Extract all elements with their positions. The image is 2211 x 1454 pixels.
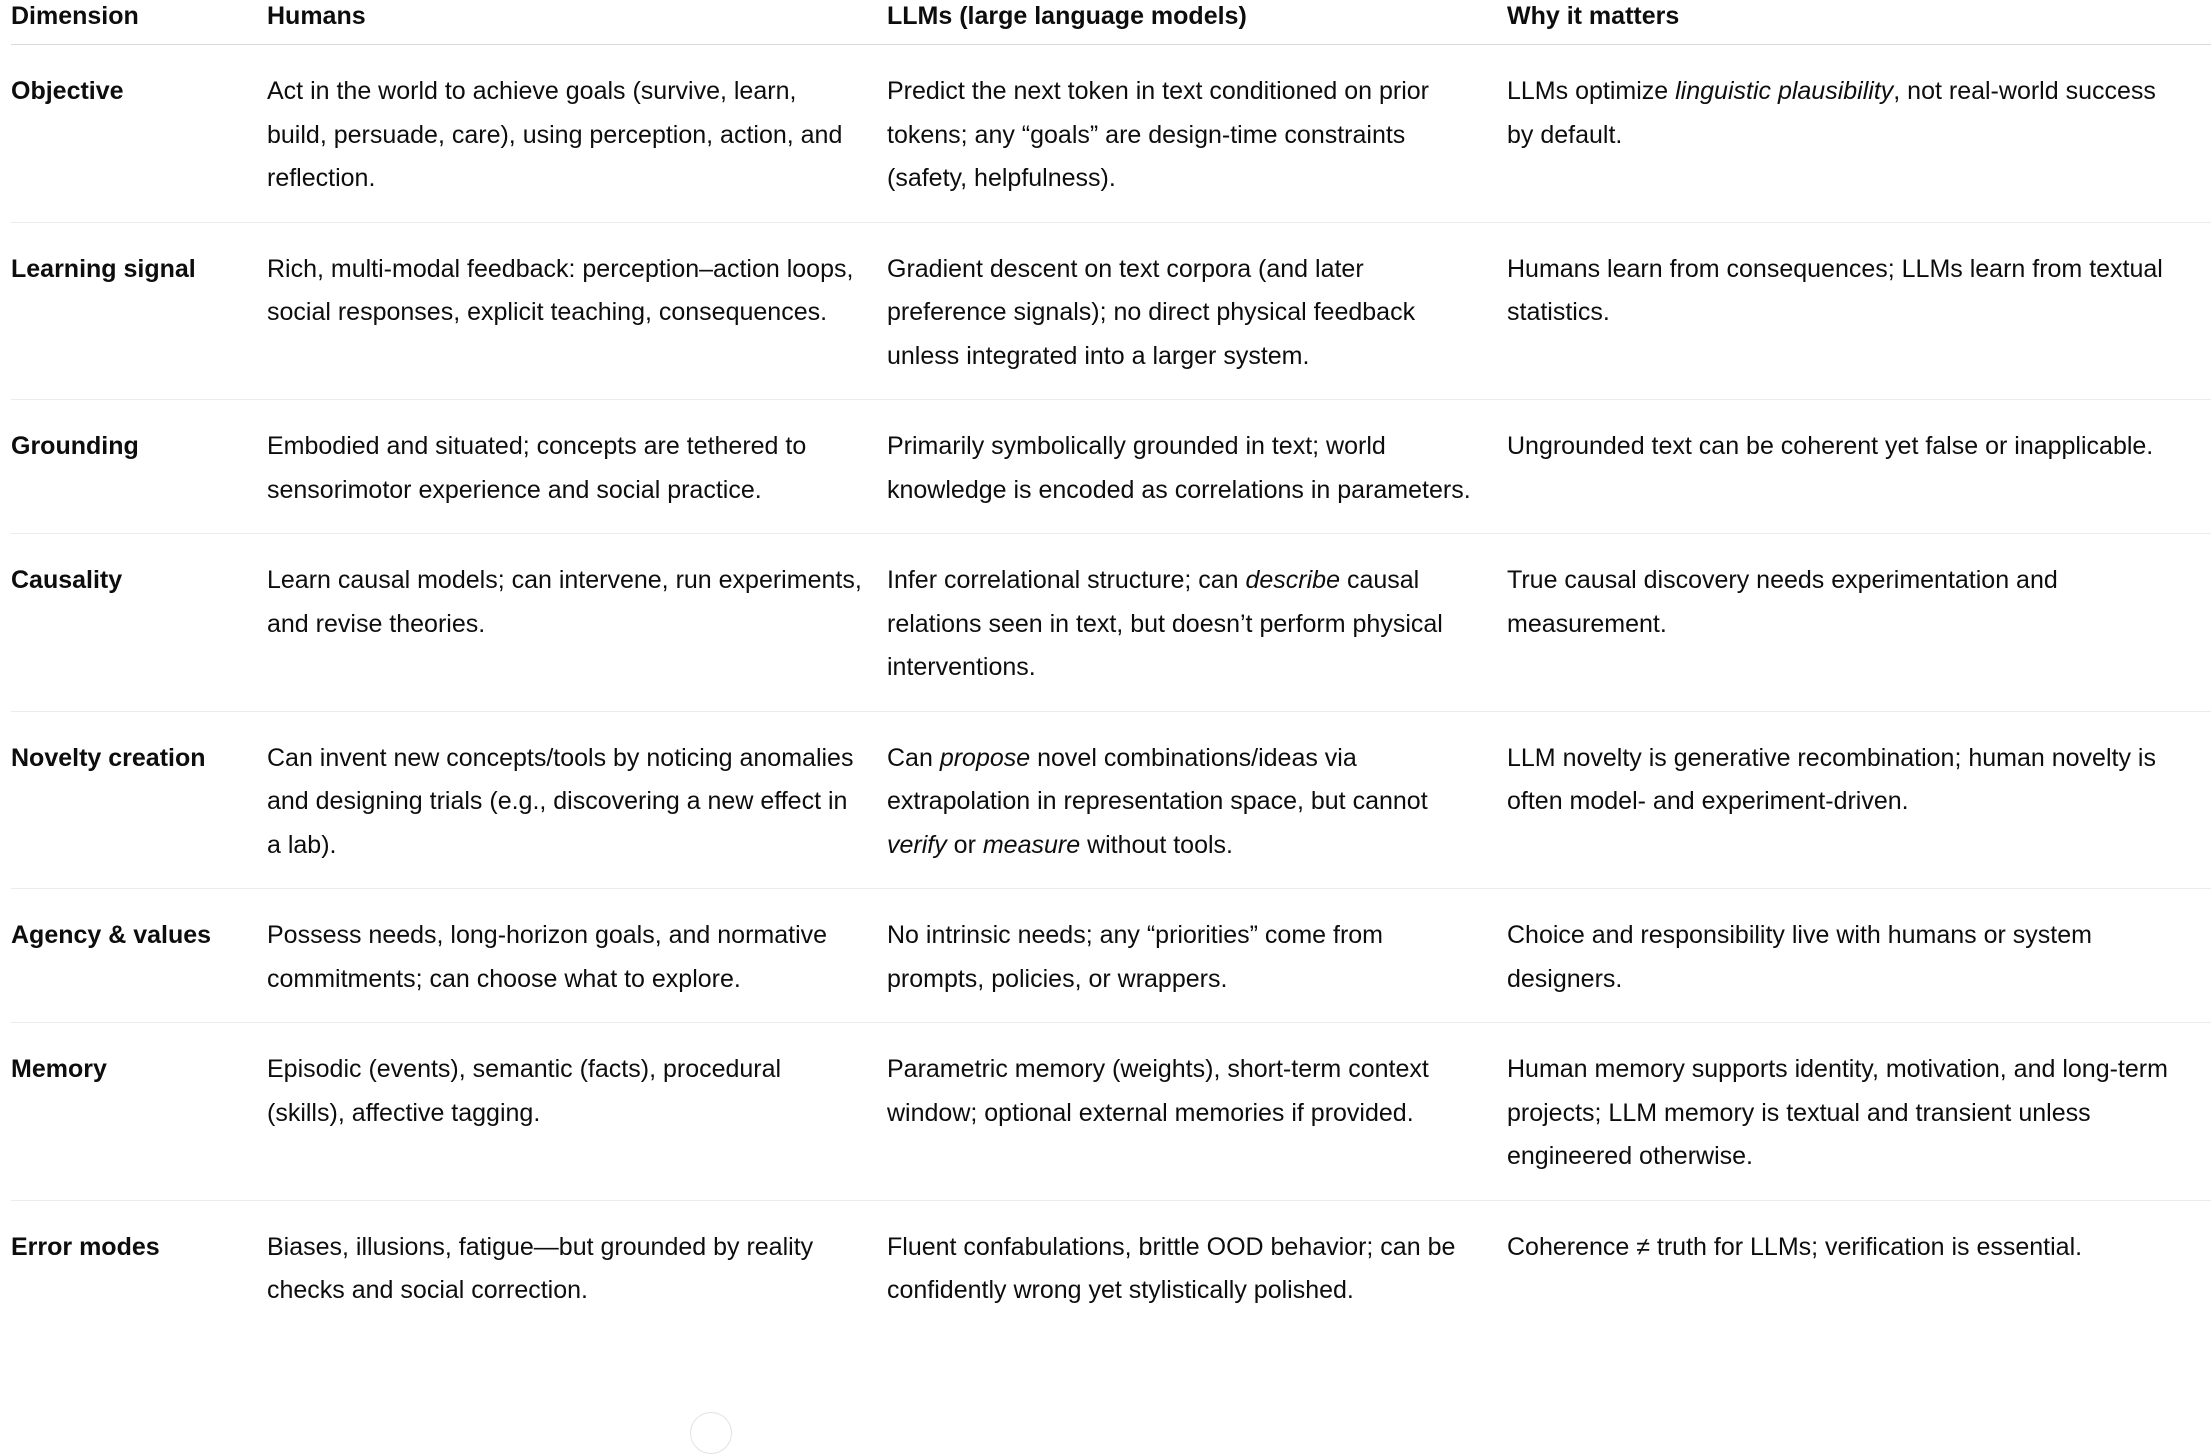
row-humans: Episodic (events), semantic (facts), procedural (skills), affective tagging. — [267, 1023, 887, 1201]
row-humans: Can invent new concepts/tools by noticing anomalies and designing trials (e.g., discovering a new effect in a lab). — [267, 711, 887, 889]
table-row — [11, 45, 2211, 223]
row-llms: Primarily symbolically grounded in text; world knowledge is encoded as correlations in parameters. — [887, 400, 1507, 534]
row-llms — [887, 534, 1507, 712]
emphasis-text: linguistic plausibility — [1675, 77, 1894, 105]
table-row — [11, 1200, 2211, 1334]
row-dimension: Learning signal — [11, 222, 267, 400]
row-humans: Learn causal models; can intervene, run experiments, and revise theories. — [267, 534, 887, 712]
text-segment: novel combinations/ideas via extrapolation in representation space, but cannot — [887, 743, 1428, 815]
comparison-table-wrapper — [11, 0, 2168, 1334]
table-row — [11, 534, 2211, 712]
row-llms: Gradient descent on text corpora (and later preference signals); no direct physical feedback unless integrated into a larger system. — [887, 222, 1507, 400]
row-humans: Embodied and situated; concepts are tethered to sensorimotor experience and social practice. — [267, 400, 887, 534]
row-humans: Rich, multi-modal feedback: perception–action loops, social responses, explicit teaching, consequences. — [267, 222, 887, 400]
row-llms: No intrinsic needs; any “priorities” come from prompts, policies, or wrappers. — [887, 889, 1507, 1023]
row-dimension: Memory — [11, 1023, 267, 1201]
scroll-down-button[interactable] — [690, 1412, 732, 1454]
row-why: Coherence ≠ truth for LLMs; verification is essential. — [1507, 1232, 2083, 1261]
row-dimension: Novelty creation — [11, 711, 267, 889]
text-segment: Can — [887, 743, 940, 772]
row-llms: Parametric memory (weights), short-term context window; optional external memories if provided. — [887, 1023, 1507, 1201]
row-dimension: Objective — [11, 45, 267, 223]
emphasis-text: measure — [982, 830, 1081, 859]
row-llms: Fluent confabulations, brittle OOD behavior; can be confidently wrong yet stylistically polished. — [887, 1232, 1456, 1304]
row-dimension: Error modes — [11, 1232, 160, 1261]
text-segment: , not real-world success by default. — [1507, 77, 2156, 149]
emphasis-text: verify — [887, 830, 947, 859]
table-row — [11, 889, 2211, 1023]
row-llms — [887, 711, 1507, 889]
row-humans: Biases, illusions, fatigue—but grounded by reality checks and social correction. — [267, 1232, 814, 1304]
text-segment: or — [946, 830, 983, 859]
header-llms: LLMs (large language models) — [887, 0, 1507, 45]
row-dimension: Grounding — [11, 400, 267, 534]
table-row — [11, 1023, 2211, 1201]
row-why: True causal discovery needs experimentation and measurement. — [1507, 534, 2211, 712]
header-humans: Humans — [267, 0, 887, 45]
row-humans: Act in the world to achieve goals (survive, learn, build, persuade, care), using perception, action, and reflection. — [267, 45, 887, 223]
text-segment: without tools. — [1080, 830, 1233, 859]
text-segment: causal relations seen in text, but doesn’t perform physical interventions. — [887, 566, 1443, 681]
row-why: Ungrounded text can be coherent yet false or inapplicable. — [1507, 400, 2211, 534]
row-why — [1507, 45, 2211, 223]
row-why: LLM novelty is generative recombination; human novelty is often model- and experiment-driven. — [1507, 711, 2211, 889]
row-why: Humans learn from consequences; LLMs learn from textual statistics. — [1507, 222, 2211, 400]
row-why: Human memory supports identity, motivation, and long-term projects; LLM memory is textual and transient unless engineered otherwise. — [1507, 1023, 2211, 1201]
comparison-table — [11, 0, 2211, 1334]
table-row — [11, 711, 2211, 889]
row-humans: Possess needs, long-horizon goals, and normative commitments; can choose what to explore. — [267, 889, 887, 1023]
header-why: Why it matters — [1507, 0, 2211, 45]
text-segment: Infer correlational structure; can — [887, 566, 1246, 594]
row-why: Choice and responsibility live with humans or system designers. — [1507, 889, 2211, 1023]
table-row — [11, 222, 2211, 400]
header-dimension: Dimension — [11, 0, 267, 45]
emphasis-text: describe — [1245, 566, 1340, 594]
table-header-row — [11, 0, 2211, 45]
emphasis-text: propose — [939, 743, 1031, 772]
row-llms: Predict the next token in text conditioned on prior tokens; any “goals” are design-time constraints (safety, helpfulness). — [887, 45, 1507, 223]
text-segment: LLMs optimize — [1507, 77, 1676, 105]
row-dimension: Agency & values — [11, 889, 267, 1023]
table-row — [11, 400, 2211, 534]
row-dimension: Causality — [11, 534, 267, 712]
